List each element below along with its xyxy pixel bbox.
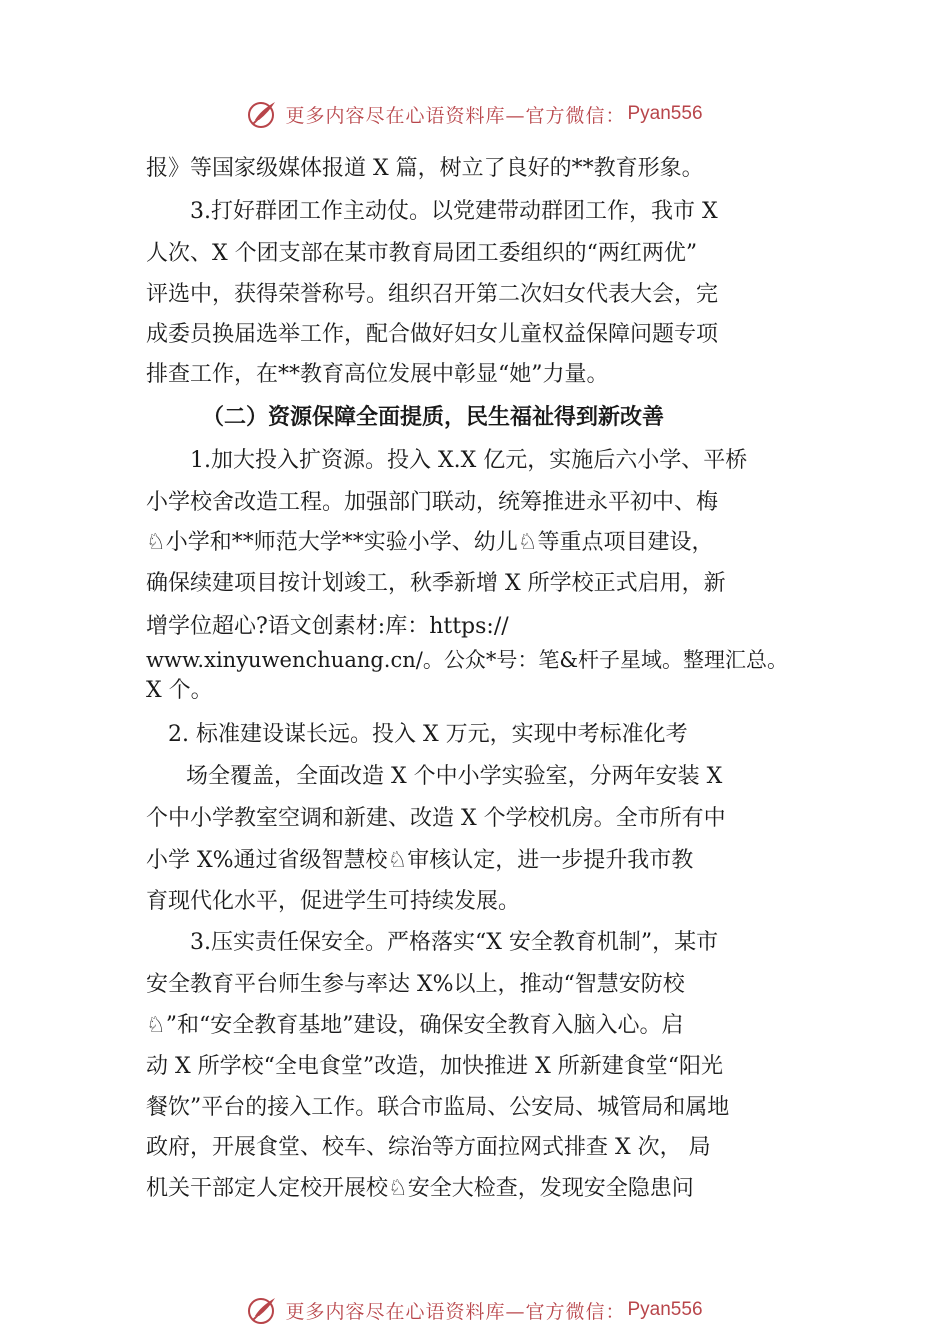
text-line: 动 X 所学校“全电食堂”改造，加快推进 X 所新建食堂“阳光 bbox=[146, 1054, 724, 1079]
text-line: 排查工作，在**教育高位发展中彰显“她”力量。 bbox=[146, 362, 609, 387]
text-line: 3.压实责任保安全。严格落实“X 安全教育机制”，某市 bbox=[190, 930, 719, 955]
text-line: 增学位超心?语文创素材:库：https:// bbox=[146, 614, 509, 639]
text-line: 场全覆盖，全面改造 X 个中小学实验室，分两年安装 X bbox=[186, 764, 723, 789]
text-line: 育现代化水平，促进学生可持续发展。 bbox=[146, 889, 521, 914]
watermark-text: 更多内容尽在心语资料库—官方微信： bbox=[285, 1300, 626, 1323]
section-heading: （二）资源保障全面提质，民生福祉得到新改善 bbox=[202, 404, 665, 430]
text-line: ♘小学和**师范大学**实验小学、幼儿♘等重点项目建设， bbox=[146, 530, 714, 555]
watermark-id: Pyan556 bbox=[627, 103, 703, 124]
text-line: 小学校舍改造工程。加强部门联动，统筹推进永平初中、梅 bbox=[146, 490, 719, 515]
watermark-banner-bottom bbox=[0, 1290, 950, 1330]
text-line: www.xinyuwenchuang.cn/。公众*号：笔&杆子星域。整理汇总。 bbox=[146, 648, 789, 672]
text-line: 确保续建项目按计划竣工，秋季新增 X 所学校正式启用，新 bbox=[146, 571, 726, 596]
text-line: 个中小学教室空调和新建、改造 X 个学校机房。全市所有中 bbox=[146, 806, 726, 831]
text-line: 2. 标准建设谋长远。投入 X 万元，实现中考标准化考 bbox=[168, 722, 688, 747]
quill-logo-icon bbox=[247, 98, 279, 130]
watermark-text: 更多内容尽在心语资料库—官方微信： bbox=[285, 104, 626, 127]
quill-logo-icon bbox=[247, 1294, 279, 1326]
text-line: 小学 X%通过省级智慧校♘审核认定，进一步提升我市教 bbox=[146, 848, 694, 873]
text-line: 人次、X 个团支部在某市教育局团工委组织的“两红两优” bbox=[146, 241, 698, 266]
watermark-banner-top bbox=[0, 94, 950, 134]
text-line: 报》等国家级媒体报道 X 篇，树立了良好的**教育形象。 bbox=[146, 156, 704, 181]
watermark-id: Pyan556 bbox=[627, 1299, 703, 1320]
text-line: 机关干部定人定校开展校♘安全大检查，发现安全隐患问 bbox=[146, 1176, 694, 1201]
text-line: ♘”和“安全教育基地”建设，确保安全教育入脑入心。启 bbox=[146, 1013, 684, 1038]
text-line: 3.打好群团工作主动仗。以党建带动群团工作，我市 X bbox=[190, 199, 718, 224]
text-line: 餐饮”平台的接入工作。联合市监局、公安局、城管局和属地 bbox=[146, 1095, 730, 1120]
text-line: 评选中，获得荣誉称号。组织召开第二次妇女代表大会，完 bbox=[146, 282, 719, 307]
text-line: 成委员换届选举工作，配合做好妇女儿童权益保障问题专项 bbox=[146, 322, 719, 347]
text-line: 1.加大投入扩资源。投入 X.X 亿元，实施后六小学、平桥 bbox=[190, 448, 748, 473]
text-line: X 个。 bbox=[146, 678, 213, 703]
text-line: 政府，开展食堂、校车、综治等方面拉网式排查 X 次， 局 bbox=[146, 1135, 711, 1160]
text-line: 安全教育平台师生参与率达 X%以上，推动“智慧安防校 bbox=[146, 972, 685, 997]
